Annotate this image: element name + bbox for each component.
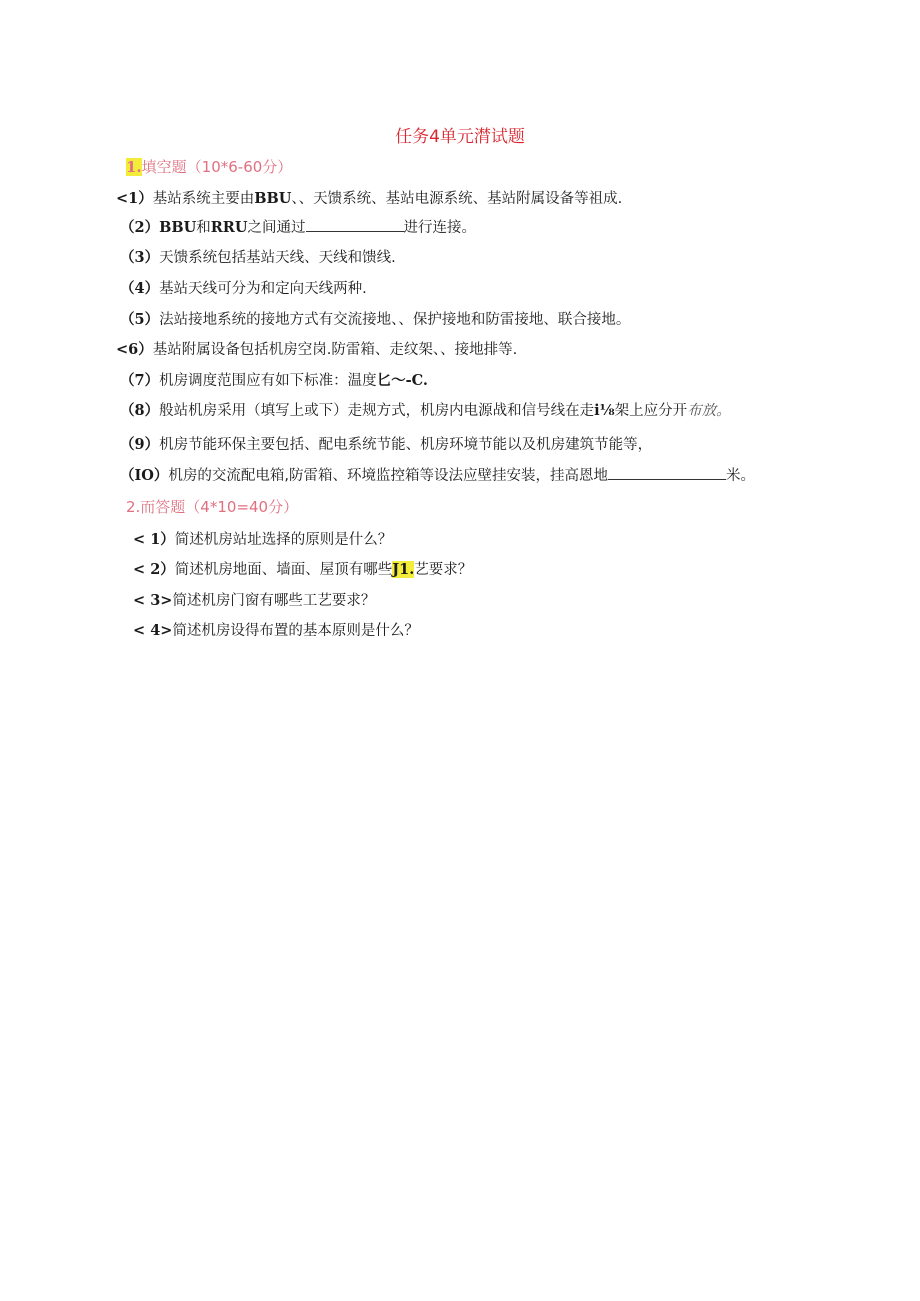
question-text: 机房的交流配电箱,防雷箱、环境监控箱等设法应壁挂安装，挂高恩地 <box>168 468 609 484</box>
section-label: 填空题（10*6-60分） <box>141 158 293 176</box>
highlight-text: J1. <box>392 561 415 578</box>
question-text: 般站机房采用（填写上或下）走规方式，机房内电源战和信号线在走 <box>159 403 595 419</box>
question-text-mid: 架上应分开 <box>614 403 688 419</box>
question-text: 机房调度范围应有如下标准：温度 <box>159 373 377 389</box>
question-number: < 2） <box>133 561 175 578</box>
section-number-highlight: 1. <box>126 158 142 176</box>
question-text-tail: 、、天馈系统、基站电源系统、基站附属设备等祖成. <box>291 191 623 207</box>
answer-question-3 <box>133 589 375 610</box>
question-1 <box>116 187 622 208</box>
question-number: < 4> <box>133 622 173 639</box>
question-9 <box>120 433 652 454</box>
question-number: （8） <box>120 402 160 419</box>
question-number: （2） <box>120 219 160 236</box>
question-number: （IO） <box>120 467 169 484</box>
question-text: 天馈系统包括基站天线、天线和馈线. <box>159 250 396 266</box>
question-number: < 3> <box>133 592 173 609</box>
question-number: （3） <box>120 249 160 266</box>
question-term-2: RRU <box>210 219 248 236</box>
question-text: 法站接地系统的接地方式有交流接地、、保护接地和防雷接地、联合接地。 <box>159 312 631 328</box>
answer-question-4 <box>133 619 419 640</box>
question-text-mid: 之间通过 <box>247 220 306 236</box>
question-text: 基站系统主要由 <box>152 191 255 207</box>
question-5 <box>120 308 630 329</box>
answer-blank[interactable] <box>608 465 726 480</box>
question-text: 基站天线可分为和定向天线两种. <box>159 281 367 297</box>
question-text: 机房节能环保主要包括、配电系统节能、机房环境节能以及机房建筑节能等， <box>159 437 653 453</box>
answer-question-1 <box>133 528 392 549</box>
question-text: 基站附属设备包括机房空岗.防雷箱、走纹架、、接地排等. <box>152 342 518 358</box>
question-8 <box>120 399 731 420</box>
question-text-tail: 艺要求？ <box>414 562 473 578</box>
question-text-tail: 米。 <box>726 468 756 484</box>
question-10 <box>120 464 755 485</box>
question-number: <6） <box>116 341 153 358</box>
question-text: 和 <box>196 220 211 236</box>
question-number: （5） <box>120 311 160 328</box>
question-3 <box>120 246 396 267</box>
question-text-tail: 匕〜-C. <box>376 372 428 389</box>
question-number: （4） <box>120 280 160 297</box>
question-7 <box>120 369 428 390</box>
answer-question-2 <box>133 558 472 579</box>
question-term: BBU <box>159 219 197 236</box>
question-term: BBU <box>254 190 292 207</box>
question-text: 简述机房设得布置的基本原则是什么？ <box>172 623 419 639</box>
question-number: （7） <box>120 372 160 389</box>
page-title: 任务4单元潸试题 <box>395 127 525 147</box>
section-answer-heading: 2.而答题（4*10=40分） <box>126 498 299 516</box>
question-text: 简述机房地面、墙面、屋顶有哪些 <box>174 562 393 578</box>
question-text-italic: 布放。 <box>687 403 731 419</box>
answer-blank[interactable] <box>306 217 404 232</box>
question-text: 简述机房门窗有哪些工艺要求？ <box>172 593 376 609</box>
question-number: <1） <box>116 190 153 207</box>
question-text: 简述机房站址选择的原则是什么？ <box>174 532 393 548</box>
question-number: < 1） <box>133 531 175 548</box>
question-number: （9） <box>120 436 160 453</box>
question-6 <box>116 338 517 359</box>
question-2 <box>120 216 476 237</box>
question-4 <box>120 277 367 298</box>
section-fill-heading <box>126 156 292 177</box>
question-text-tail: 进行连接。 <box>403 220 476 236</box>
question-symbol: i⅛ <box>594 402 615 419</box>
